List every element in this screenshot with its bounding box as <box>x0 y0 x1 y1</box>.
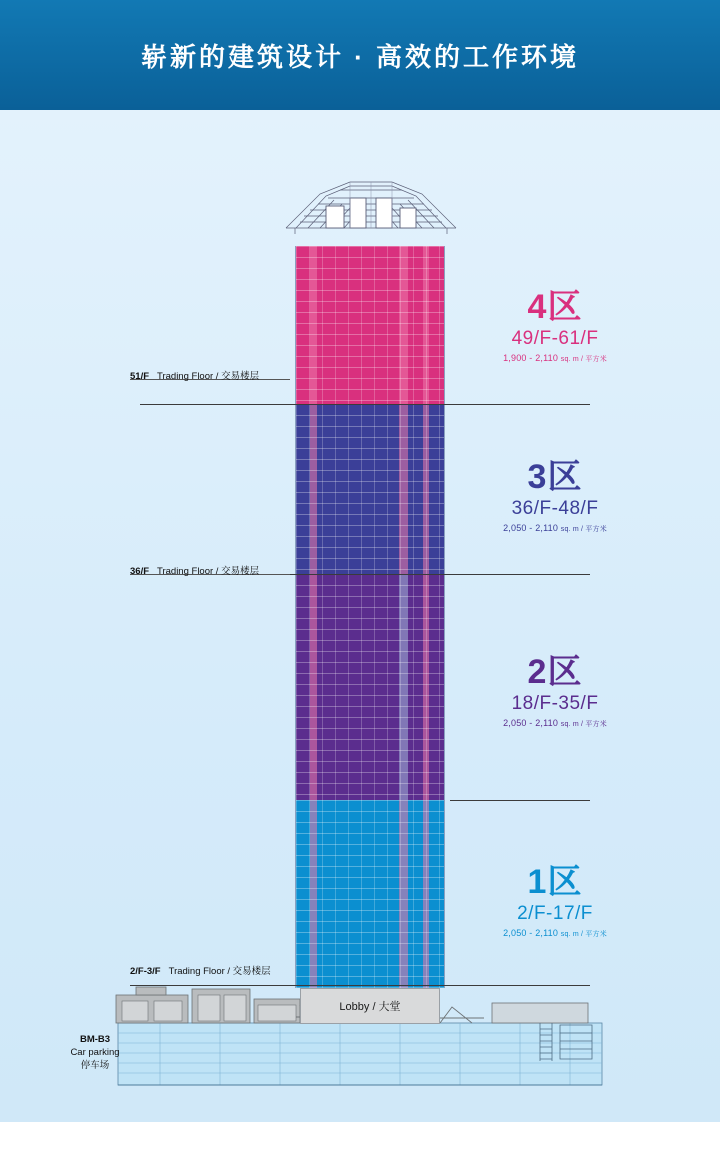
floor-note-51f-label: Trading Floor / 交易楼层 <box>157 371 260 382</box>
parking-label-cn: 停车场 <box>80 1059 110 1071</box>
zone-4-name: 4区 <box>527 288 583 326</box>
floor-note-51f-floor: 51/F <box>130 371 150 382</box>
zone-4-area <box>455 353 655 364</box>
zone-1-label <box>455 865 655 939</box>
zone-2-label <box>455 655 655 729</box>
zone-2-name: 2区 <box>527 653 583 691</box>
floor-note-2f-3f <box>130 963 310 977</box>
zone-3-area-value: 2,050 - 2,110 <box>503 523 559 534</box>
zone-2-floors: 18/F-35/F <box>511 692 599 714</box>
zone-3-floors: 36/F-48/F <box>511 497 599 519</box>
tower-crown <box>280 176 462 246</box>
parking-note <box>40 1034 150 1072</box>
zone-1-area-value: 2,050 - 2,110 <box>503 928 559 939</box>
floor-note-2f-3f-floor: 2/F-3/F <box>130 966 161 977</box>
zone-2-area-value: 2,050 - 2,110 <box>503 718 559 729</box>
zone-2-area <box>455 718 655 729</box>
zone-3-label <box>455 460 655 534</box>
floor-note-36f <box>130 563 290 577</box>
zone-4-area-unit: sq. m / 平方米 <box>560 356 607 364</box>
zone-3-name: 3区 <box>527 458 583 496</box>
bottom-whitespace <box>0 1122 720 1157</box>
header-bar <box>0 0 720 110</box>
zone-divider-2-1 <box>450 800 590 801</box>
zone-4-label <box>455 290 655 364</box>
glass-grid <box>296 800 444 988</box>
floor-note-51f <box>130 368 290 382</box>
zone-1-area <box>455 928 655 939</box>
floor-note-36f-floor: 36/F <box>130 566 150 577</box>
zone-divider-4-3 <box>140 404 590 405</box>
zone-2-block <box>295 574 445 800</box>
floor-note-36f-label: Trading Floor / 交易楼层 <box>157 566 260 577</box>
zone-1-name: 1区 <box>527 863 583 901</box>
zone-4-block <box>295 246 445 404</box>
zone-3-block <box>295 404 445 574</box>
zone-3-area <box>455 523 655 534</box>
zone-4-area-value: 1,900 - 2,110 <box>503 353 559 364</box>
zone-1-block <box>295 800 445 988</box>
parking-levels: BM-B3 <box>79 1034 111 1045</box>
glass-grid <box>296 246 444 404</box>
zone-1-floors: 2/F-17/F <box>517 902 593 924</box>
zone-divider-1-podium <box>130 985 590 986</box>
zone-1-area-unit: sq. m / 平方米 <box>560 931 607 939</box>
parking-label-en: Car parking <box>70 1046 120 1058</box>
page-title: 崭新的建筑设计 · 高效的工作环境 <box>140 41 580 72</box>
zone-4-floors: 49/F-61/F <box>511 327 599 349</box>
lobby-label: Lobby / 大堂 <box>300 988 440 1024</box>
floor-note-2f-3f-label: Trading Floor / 交易楼层 <box>168 966 271 977</box>
glass-grid <box>296 404 444 574</box>
zone-2-area-unit: sq. m / 平方米 <box>560 721 607 729</box>
zone-3-area-unit: sq. m / 平方米 <box>560 526 607 534</box>
glass-grid <box>296 574 444 800</box>
